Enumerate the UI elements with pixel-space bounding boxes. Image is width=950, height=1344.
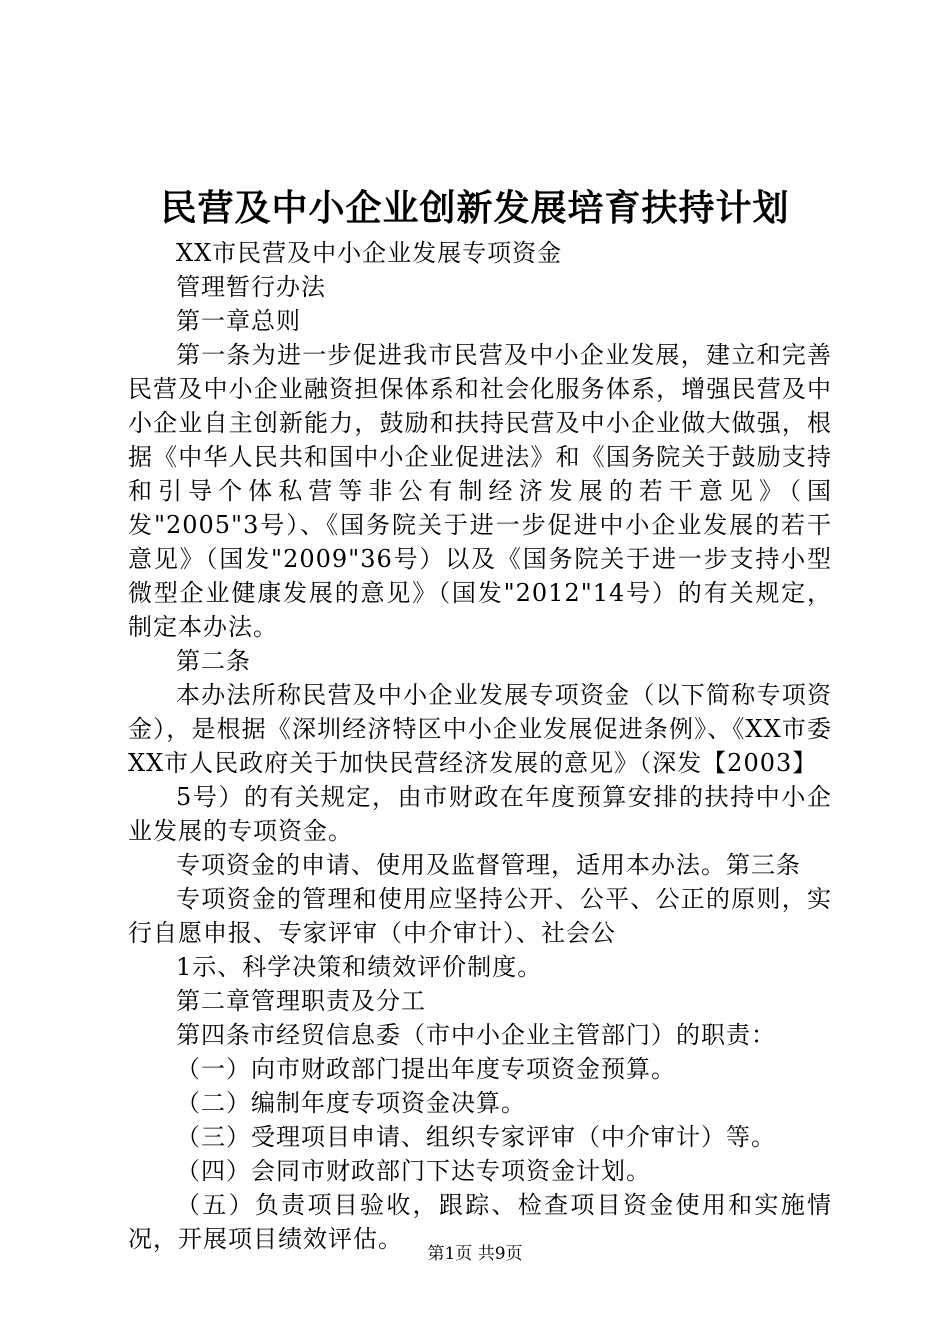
subtitle-line-2: 管理暂行办法	[176, 273, 326, 301]
paragraph-article-3-cont: 1示、科学决策和绩效评价制度。	[176, 953, 543, 981]
paragraph-article-2: 本办法所称民营及中小企业发展专项资金（以下简称专项资金），是根据《深圳经济特区中小企业发展促进条例》、《XX市委XX市人民政府关于加快民营经济发展的意见》（深发【2003】	[128, 681, 832, 777]
subtitle-line-1: XX市民营及中小企业发展专项资金	[176, 239, 563, 267]
list-item-3: （三）受理项目申请、组织专家评审（中介审计）等。	[176, 1123, 776, 1151]
paragraph-scope: 专项资金的申请、使用及监督管理，适用本办法。第三条	[176, 851, 801, 879]
paragraph-article-4: 第四条市经贸信息委（市中小企业主管部门）的职责：	[176, 1021, 776, 1049]
document-body	[128, 236, 832, 1256]
chapter-heading-2: 第二章管理职责及分工	[176, 987, 426, 1015]
list-item-4: （四）会同市财政部门下达专项资金计划。	[176, 1157, 651, 1185]
page-footer: 第1页 共9页	[427, 1244, 523, 1264]
list-item-5: （五）负责项目验收，跟踪、检查项目资金使用和实施情况，开展项目绩效评估。	[128, 1191, 832, 1253]
chapter-heading-1: 第一章总则	[176, 307, 301, 335]
list-item-1: （一）向市财政部门提出年度专项资金预算。	[176, 1055, 676, 1083]
paragraph-article-3: 专项资金的管理和使用应坚持公开、公平、公正的原则，实行自愿申报、专家评审（中介审计）、社会公	[128, 885, 832, 947]
paragraph-article-2-cont: 5号）的有关规定，由市财政在年度预算安排的扶持中小企业发展的专项资金。	[128, 783, 832, 845]
document-title: 民营及中小企业创新发展培育扶持计划	[160, 187, 790, 229]
article-heading-2: 第二条	[176, 647, 251, 675]
list-item-2: （二）编制年度专项资金决算。	[176, 1089, 526, 1117]
paragraph-article-1: 第一条为进一步促进我市民营及中小企业发展，建立和完善民营及中小企业融资担保体系和社会化服务体系，增强民营及中小企业自主创新能力，鼓励和扶持民营及中小企业做大做强，根据《中华人民共和国中小企业促进法》和《国务院关于鼓励支持和引导个体私营等非公有制经济发展的若干意见》（国发"2005"3号）、《国务院关于进一步促进中小企业发展的若干意见》（国发"2009"36号）以及《国务院关于进一步支持小型微型企业健康发展的意见》（国发"2012"14号）的有关规定，制定本办法。	[128, 341, 832, 641]
